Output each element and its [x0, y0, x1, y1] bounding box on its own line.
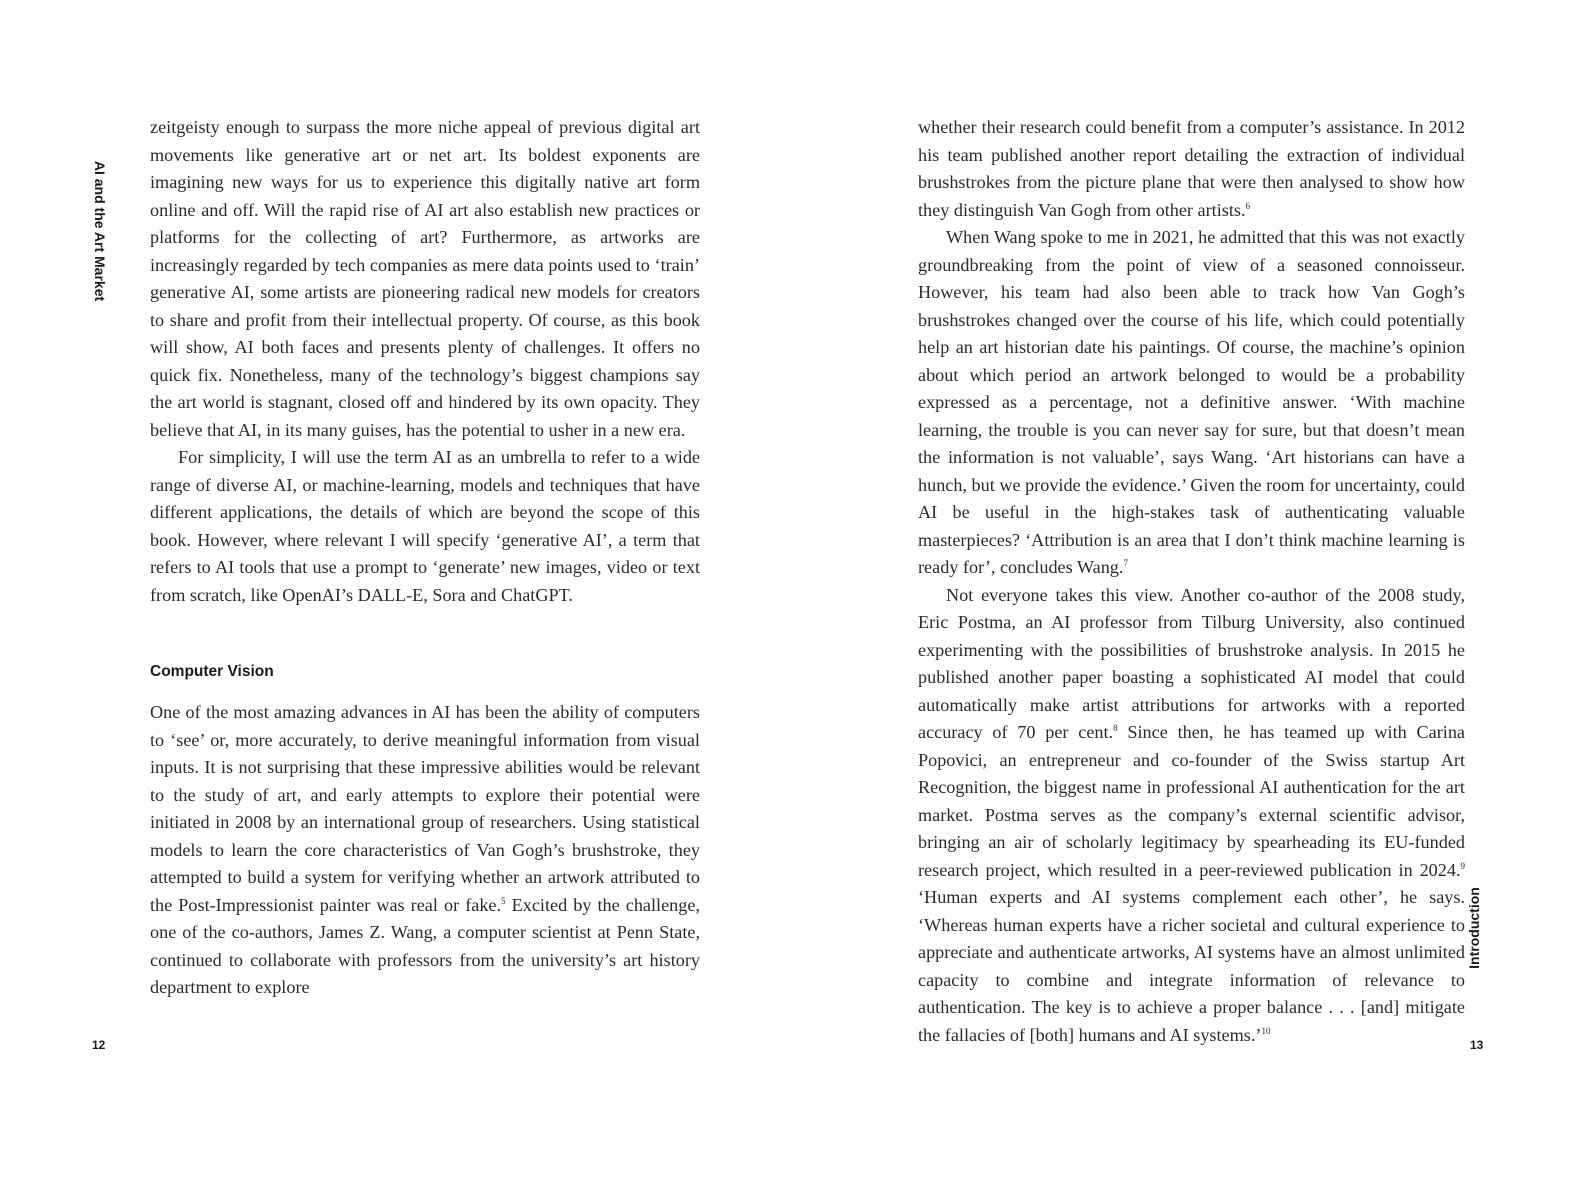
paragraph — [918, 582, 1465, 1050]
section-heading: Computer Vision — [150, 663, 274, 680]
page-number-right: 13 — [1470, 1038, 1484, 1052]
text-run: Excited by the challenge, one of the co-authors, James Z. Wang, a computer scientist at Penn State, continued to collaborate with professors from the university’s art history department to explore — [150, 894, 700, 997]
paragraph — [150, 699, 700, 1002]
text-run: One of the most amazing advances in AI has been the ability of computers to ‘see’ or, more accurately, to derive meaningful information from visual inputs. It is not surprising that these impressive abilities would be relevant to the study of art, and early attempts to explore their potential were initiated in 2008 by an international group of researchers. Using statistical models to learn the core characteristics of Van Gogh’s brushstroke, they attempted to build a system for verifying whether an artwork attributed to the Post-Impressionist painter was real or fake. — [150, 702, 700, 915]
left-text-column — [150, 114, 700, 1002]
paragraph: For simplicity, I will use the term AI as an umbrella to refer to a wide range of diverse AI, or machine-learning, models and techniques that have different applications, the details of which are beyond the scope of this book. However, where relevant I will specify ‘generative AI’, a term that refers to AI tools that use a prompt to ‘generate’ new images, video or text from scratch, like OpenAI’s DALL-E, Sora and ChatGPT. — [150, 447, 700, 605]
text-run: Since then, he has teamed up with Carina Popovici, an entrepreneur and co-founder of the Swiss startup Art Recognition, the biggest name in professional AI authentication for the art market. Postma serves as the company’s external scientific advisor, bringing an air of scholarly legitimacy by spearheading its EU-funded research project, which resulted in a peer-reviewed publication in 2024. — [918, 722, 1465, 880]
footnote-ref[interactable]: 5 — [501, 895, 506, 906]
footnote-ref[interactable]: 7 — [1123, 557, 1128, 568]
footnote-ref[interactable]: 9 — [1460, 860, 1465, 871]
running-head-right: Introduction — [1466, 887, 1482, 969]
text-run: ‘Human experts and AI systems complement each other’, he says. ‘Whereas human experts have a richer societal and cultural experience to appreciate and authenticate artworks, AI systems have an almost unlimited capacity to combine and integrate information of relevance to authentication. The key is to achieve a proper balance . . . [and] mitigate the fallacies of [both] humans and AI systems.’ — [918, 887, 1465, 1045]
text-run: Not everyone takes this view. Another co-author of the 2008 study, Eric Postma, an AI professor from Tilburg University, also continued experimenting with the possibilities of brushstroke analysis. In 2015 he published another paper boasting a sophisticated AI model that could automatically make artist attributions for artworks with a reported accuracy of 70 per cent. — [918, 584, 1465, 742]
right-page — [798, 0, 1596, 1189]
paragraph — [918, 224, 1465, 582]
paragraph: zeitgeisty enough to surpass the more niche appeal of previous digital art movements like generative art or net art. Its boldest exponents are imagining new ways for us to experience this digitally native art form online and off. Will the rapid rise of AI art also establish new practices or platforms for the collecting of art? Furthermore, as artworks are increasingly regarded by tech companies as mere data points used to ‘train’ generative AI, some artists are pioneering radical new models for creators to share and profit from their intellectual property. Of course, as this book will show, AI both faces and presents plenty of challenges. It offers no quick fix. Nonetheless, many of the technology’s biggest champions say the art world is stagnant, closed off and hindered by its own opacity. They believe that AI, in its many guises, has the potential to usher in a new era. — [150, 117, 700, 440]
text-run: whether their research could benefit from a computer’s assistance. In 2012 his team published another report detailing the extraction of individual brushstrokes from the picture plane that were then analysed to show how they distinguish Van Gogh from other artists. — [918, 117, 1465, 220]
footnote-ref[interactable]: 8 — [1113, 722, 1118, 733]
page-number-left: 12 — [92, 1038, 106, 1052]
right-text-column — [918, 114, 1465, 1049]
footnote-ref[interactable]: 6 — [1245, 200, 1251, 211]
running-head-left: AI and the Art Market — [92, 160, 108, 302]
text-run: When Wang spoke to me in 2021, he admitted that this was not exactly groundbreaking from the point of view of a seasoned connoisseur. However, his team had also been able to track how Van Gogh’s brushstrokes changed over the course of his life, which could potentially help an art historian date his paintings. Of course, the machine’s opinion about which period an artwork belonged to would be a probability expressed as a percentage, not a definitive answer. ‘With machine learning, the trouble is you can never say for sure, but that doesn’t mean the information is not valuable’, says Wang. ‘Art historians can have a hunch, but we provide the evidence.’ Given the room for uncertainty, could AI be useful in the high-stakes task of authenticating valuable masterpieces? ‘Attribution is an area that I don’t think machine learning is ready for’, concludes Wang. — [918, 227, 1465, 577]
paragraph — [918, 114, 1465, 224]
footnote-ref[interactable]: 10 — [1261, 1025, 1271, 1036]
